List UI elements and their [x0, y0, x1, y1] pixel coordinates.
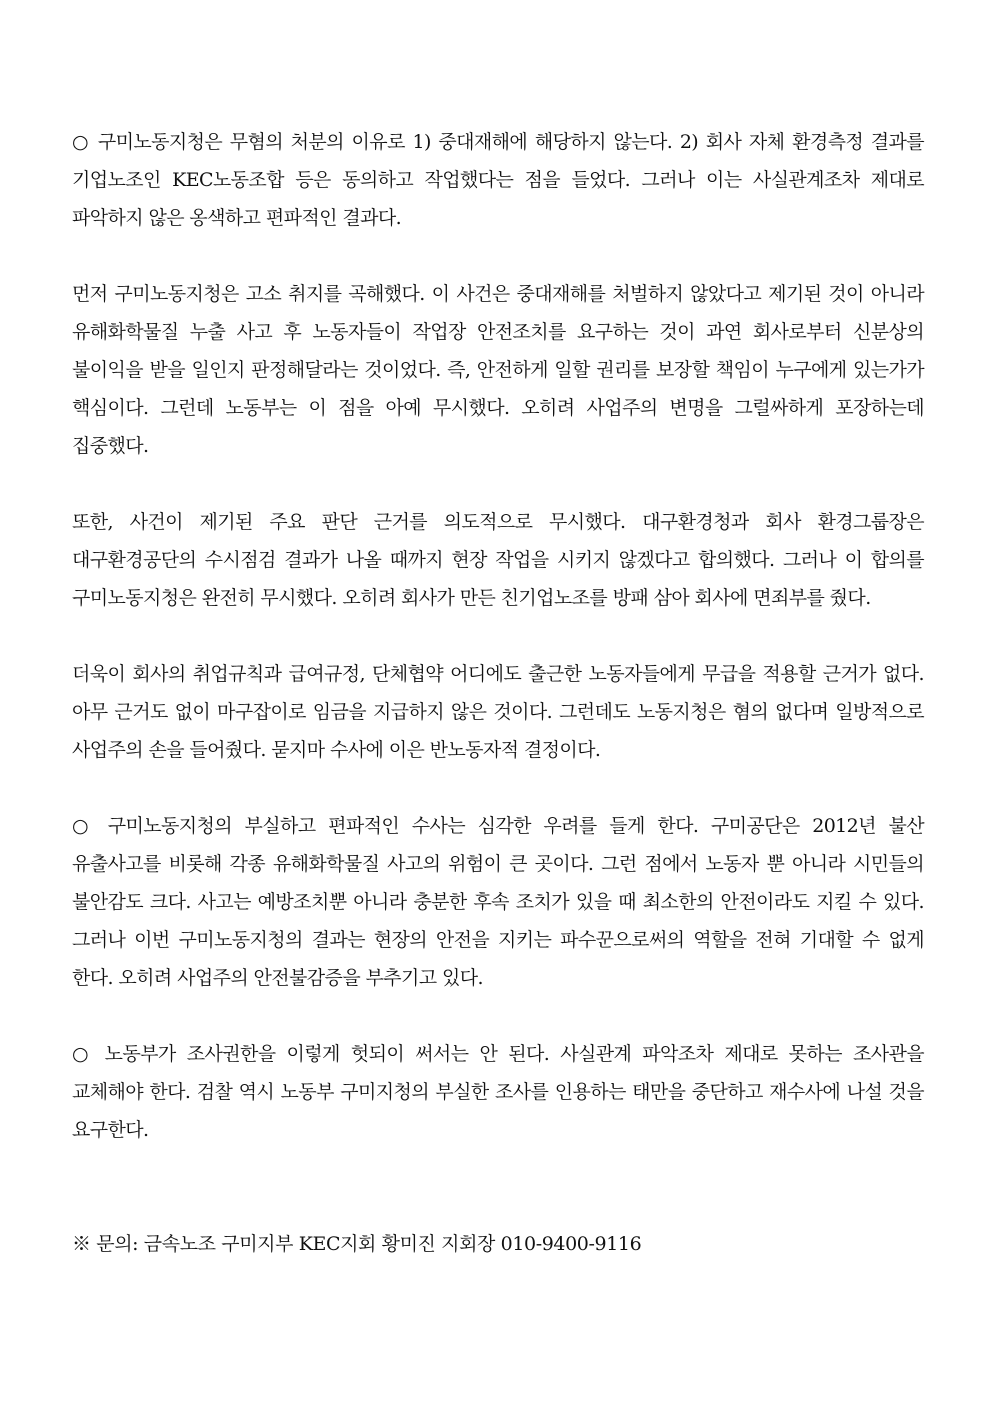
paragraph-unpaid-wages: 더욱이 회사의 취업규칙과 급여규정, 단체협약 어디에도 출근한 노동자들에게 무급을 적용할 근거가 없다. 아무 근거도 없이 마구잡이로 임금을 지급하지 않은 것이다. 그런데도 노동지청은 혐의 없다며 일방적으로 사업주의 손을 들어줬다. 묻지마 수사에 이은 반노동자적 결정이다.	[72, 663, 924, 761]
paragraph-rationale: ○ 구미노동지청은 무혐의 처분의 이유로 1) 중대재해에 해당하지 않는다. 2) 회사 자체 환경측정 결과를 기업노조인 KEC노동조합 등은 동의하고 작업했다는 점을 들었다. 그러나 이는 사실관계조차 제대로 파악하지 않은 옹색하고 편파적인 결과다.	[72, 131, 924, 229]
document-page	[72, 123, 924, 1263]
paragraph-spacer	[72, 617, 924, 655]
paragraph-misinterpretation: 먼저 구미노동지청은 고소 취지를 곡해했다. 이 사건은 중대재해를 처벌하지 않았다고 제기된 것이 아니라 유해화학물질 누출 사고 후 노동자들이 작업장 안전조치를 요구하는 것이 과연 회사로부터 신분상의 불이익을 받을 일인지 판정해달라는 것이었다. 즉, 안전하게 일할 권리를 보장할 책임이 누구에게 있는가가 핵심이다. 그런데 노동부는 이 점을 아예 무시했다. 오히려 사업주의 변명을 그럴싸하게 포장하는데 집중했다.	[72, 283, 924, 457]
paragraph-spacer	[72, 997, 924, 1035]
paragraph-spacer	[72, 465, 924, 503]
paragraph-spacer	[72, 237, 924, 275]
paragraph-safety-concern: ○ 구미노동지청의 부실하고 편파적인 수사는 심각한 우려를 들게 한다. 구미공단은 2012년 불산 유출사고를 비롯해 각종 유해화학물질 사고의 위험이 큰 곳이다. 그런 점에서 노동자 뿐 아니라 시민들의 불안감도 크다. 사고는 예방조치뿐 아니라 충분한 후속 조치가 있을 때 최소한의 안전이라도 지킬 수 있다. 그러나 이번 구미노동지청의 결과는 현장의 안전을 지키는 파수꾼으로써의 역할을 전혀 기대할 수 없게 한다. 오히려 사업주의 안전불감증을 부추기고 있다.	[72, 815, 924, 989]
contact-line: ※ 문의: 금속노조 구미지부 KEC지회 황미진 지회장 010-9400-9116	[72, 1233, 642, 1255]
paragraph-spacer	[72, 769, 924, 807]
contact-spacer	[72, 1149, 924, 1225]
paragraph-demand: ○ 노동부가 조사권한을 이렇게 헛되이 써서는 안 된다. 사실관계 파악조차 제대로 못하는 조사관을 교체해야 한다. 검찰 역시 노동부 구미지청의 부실한 조사를 인용하는 태만을 중단하고 재수사에 나설 것을 요구한다.	[72, 1043, 924, 1141]
paragraph-ignored-evidence: 또한, 사건이 제기된 주요 판단 근거를 의도적으로 무시했다. 대구환경청과 회사 환경그룹장은 대구환경공단의 수시점검 결과가 나올 때까지 현장 작업을 시키지 않겠다고 합의했다. 그러나 이 합의를 구미노동지청은 완전히 무시했다. 오히려 회사가 만든 친기업노조를 방패 삼아 회사에 면죄부를 줬다.	[72, 511, 924, 609]
